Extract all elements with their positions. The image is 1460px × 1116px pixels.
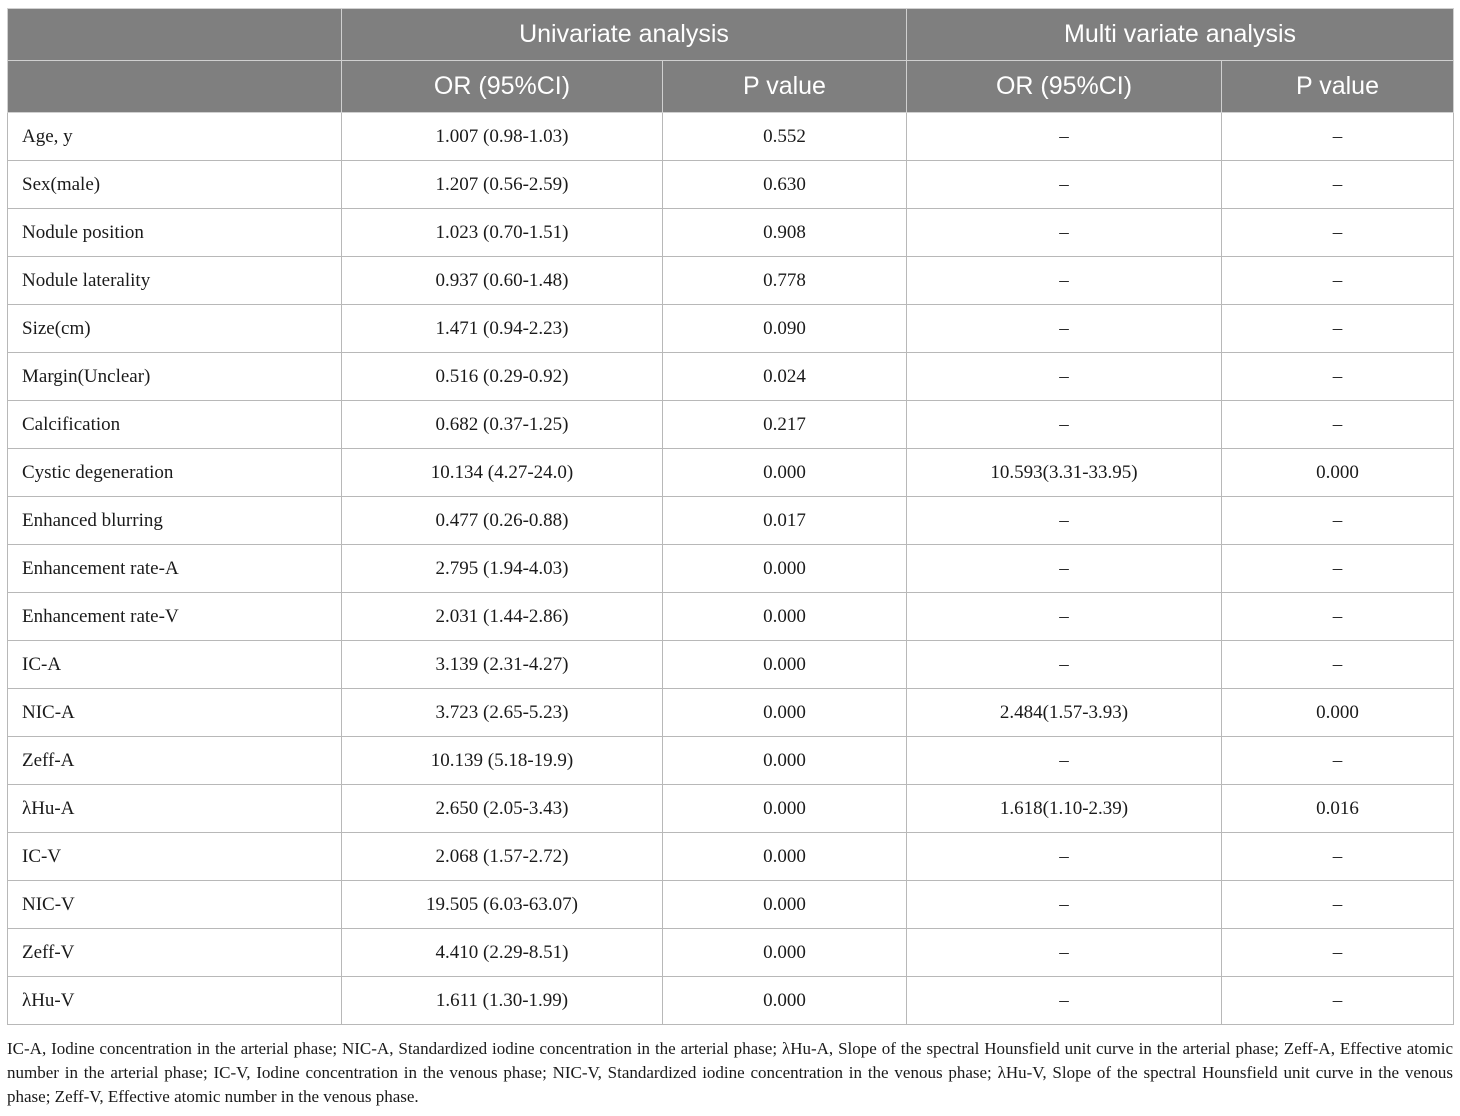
uni-or-cell: 1.471 (0.94-2.23): [342, 305, 663, 353]
multi-or-cell: –: [907, 545, 1222, 593]
table-row: [8, 929, 1454, 977]
uni-or-cell: 1.207 (0.56-2.59): [342, 161, 663, 209]
table-row: [8, 161, 1454, 209]
uni-p-cell: 0.090: [663, 305, 907, 353]
uni-p-cell: 0.017: [663, 497, 907, 545]
variable-cell: λHu-V: [8, 977, 342, 1025]
uni-or-cell: 2.795 (1.94-4.03): [342, 545, 663, 593]
uni-p-cell: 0.024: [663, 353, 907, 401]
multi-or-cell: –: [907, 593, 1222, 641]
table-row: [8, 881, 1454, 929]
uni-or-cell: 4.410 (2.29-8.51): [342, 929, 663, 977]
uni-or-cell: 3.139 (2.31-4.27): [342, 641, 663, 689]
header-uni-or: OR (95%CI): [342, 61, 663, 113]
variable-cell: Cystic degeneration: [8, 449, 342, 497]
header-blank-cell: [8, 9, 342, 61]
variable-cell: NIC-V: [8, 881, 342, 929]
multi-or-cell: –: [907, 641, 1222, 689]
variable-cell: NIC-A: [8, 689, 342, 737]
header-row-groups: [8, 9, 1454, 61]
variable-cell: Enhancement rate-V: [8, 593, 342, 641]
multi-p-cell: 0.000: [1222, 689, 1454, 737]
table-footnote: IC-A, Iodine concentration in the arterial phase; NIC-A, Standardized iodine concentration in the arterial phase; λHu-A, Slope of the spectral Hounsfield unit curve in the arterial phase; Zeff-A, Effective atomic number in the arterial phase; IC-V, Iodine concentration in the venous phase; NIC-V, Standardized iodine concentration in the venous phase; λHu-V, Slope of the spectral Hounsfield unit curve in the venous phase; Zeff-V, Effective atomic number in the venous phase.: [7, 1039, 1453, 1106]
header-blank-cell: [8, 61, 342, 113]
uni-p-cell: 0.778: [663, 257, 907, 305]
variable-cell: IC-A: [8, 641, 342, 689]
uni-p-cell: 0.000: [663, 881, 907, 929]
table-row: [8, 305, 1454, 353]
uni-or-cell: 3.723 (2.65-5.23): [342, 689, 663, 737]
multi-p-cell: –: [1222, 113, 1454, 161]
variable-cell: Margin(Unclear): [8, 353, 342, 401]
uni-p-cell: 0.552: [663, 113, 907, 161]
table-row: [8, 977, 1454, 1025]
uni-or-cell: 10.139 (5.18-19.9): [342, 737, 663, 785]
variable-cell: IC-V: [8, 833, 342, 881]
table-row: [8, 497, 1454, 545]
multi-or-cell: –: [907, 209, 1222, 257]
multi-or-cell: –: [907, 257, 1222, 305]
multi-p-cell: –: [1222, 161, 1454, 209]
multi-or-cell: –: [907, 305, 1222, 353]
uni-or-cell: 1.023 (0.70-1.51): [342, 209, 663, 257]
multi-p-cell: 0.000: [1222, 449, 1454, 497]
multi-or-cell: 1.618(1.10-2.39): [907, 785, 1222, 833]
uni-p-cell: 0.000: [663, 929, 907, 977]
multi-p-cell: –: [1222, 353, 1454, 401]
variable-cell: Zeff-A: [8, 737, 342, 785]
uni-or-cell: 0.937 (0.60-1.48): [342, 257, 663, 305]
uni-or-cell: 0.477 (0.26-0.88): [342, 497, 663, 545]
header-row-columns: [8, 61, 1454, 113]
variable-cell: λHu-A: [8, 785, 342, 833]
table-row: [8, 833, 1454, 881]
variable-cell: Size(cm): [8, 305, 342, 353]
uni-p-cell: 0.000: [663, 545, 907, 593]
multi-p-cell: 0.016: [1222, 785, 1454, 833]
table-row: [8, 641, 1454, 689]
multi-p-cell: –: [1222, 257, 1454, 305]
uni-or-cell: 1.611 (1.30-1.99): [342, 977, 663, 1025]
uni-or-cell: 1.007 (0.98-1.03): [342, 113, 663, 161]
multi-or-cell: –: [907, 353, 1222, 401]
uni-p-cell: 0.000: [663, 737, 907, 785]
uni-p-cell: 0.000: [663, 593, 907, 641]
multi-or-cell: –: [907, 977, 1222, 1025]
header-multi-p: P value: [1222, 61, 1454, 113]
multi-p-cell: –: [1222, 305, 1454, 353]
header-univariate: Univariate analysis: [342, 9, 907, 61]
table-row: [8, 785, 1454, 833]
multi-p-cell: –: [1222, 641, 1454, 689]
uni-p-cell: 0.217: [663, 401, 907, 449]
header-multi-or: OR (95%CI): [907, 61, 1222, 113]
multi-or-cell: –: [907, 833, 1222, 881]
variable-cell: Enhanced blurring: [8, 497, 342, 545]
results-table-container: [7, 8, 1453, 1025]
variable-cell: Zeff-V: [8, 929, 342, 977]
uni-p-cell: 0.908: [663, 209, 907, 257]
uni-or-cell: 19.505 (6.03-63.07): [342, 881, 663, 929]
multi-p-cell: –: [1222, 833, 1454, 881]
table-row: [8, 593, 1454, 641]
table-row: [8, 689, 1454, 737]
multi-p-cell: –: [1222, 977, 1454, 1025]
table-row: [8, 209, 1454, 257]
table-row: [8, 401, 1454, 449]
multi-or-cell: –: [907, 401, 1222, 449]
multi-p-cell: –: [1222, 401, 1454, 449]
multi-or-cell: –: [907, 113, 1222, 161]
table-row: [8, 737, 1454, 785]
table-body: [8, 113, 1454, 1025]
table-row: [8, 257, 1454, 305]
regression-table: [7, 8, 1454, 1025]
uni-or-cell: 0.682 (0.37-1.25): [342, 401, 663, 449]
multi-or-cell: –: [907, 929, 1222, 977]
multi-p-cell: –: [1222, 593, 1454, 641]
variable-cell: Sex(male): [8, 161, 342, 209]
multi-or-cell: 10.593(3.31-33.95): [907, 449, 1222, 497]
table-row: [8, 353, 1454, 401]
uni-or-cell: 2.068 (1.57-2.72): [342, 833, 663, 881]
multi-p-cell: –: [1222, 209, 1454, 257]
variable-cell: Nodule position: [8, 209, 342, 257]
multi-or-cell: –: [907, 881, 1222, 929]
multi-p-cell: –: [1222, 737, 1454, 785]
variable-cell: Calcification: [8, 401, 342, 449]
uni-or-cell: 2.650 (2.05-3.43): [342, 785, 663, 833]
variable-cell: Nodule laterality: [8, 257, 342, 305]
uni-p-cell: 0.000: [663, 977, 907, 1025]
uni-p-cell: 0.000: [663, 689, 907, 737]
header-uni-p: P value: [663, 61, 907, 113]
table-row: [8, 545, 1454, 593]
multi-or-cell: –: [907, 497, 1222, 545]
multi-or-cell: –: [907, 161, 1222, 209]
uni-or-cell: 0.516 (0.29-0.92): [342, 353, 663, 401]
uni-p-cell: 0.000: [663, 785, 907, 833]
multi-p-cell: –: [1222, 929, 1454, 977]
uni-or-cell: 2.031 (1.44-2.86): [342, 593, 663, 641]
table-header: [8, 9, 1454, 113]
multi-p-cell: –: [1222, 497, 1454, 545]
uni-p-cell: 0.000: [663, 449, 907, 497]
variable-cell: Age, y: [8, 113, 342, 161]
multi-or-cell: –: [907, 737, 1222, 785]
uni-p-cell: 0.000: [663, 833, 907, 881]
variable-cell: Enhancement rate-A: [8, 545, 342, 593]
header-multivariate: Multi variate analysis: [907, 9, 1454, 61]
table-row: [8, 113, 1454, 161]
multi-or-cell: 2.484(1.57-3.93): [907, 689, 1222, 737]
multi-p-cell: –: [1222, 881, 1454, 929]
multi-p-cell: –: [1222, 545, 1454, 593]
uni-p-cell: 0.630: [663, 161, 907, 209]
uni-or-cell: 10.134 (4.27-24.0): [342, 449, 663, 497]
uni-p-cell: 0.000: [663, 641, 907, 689]
table-row: [8, 449, 1454, 497]
